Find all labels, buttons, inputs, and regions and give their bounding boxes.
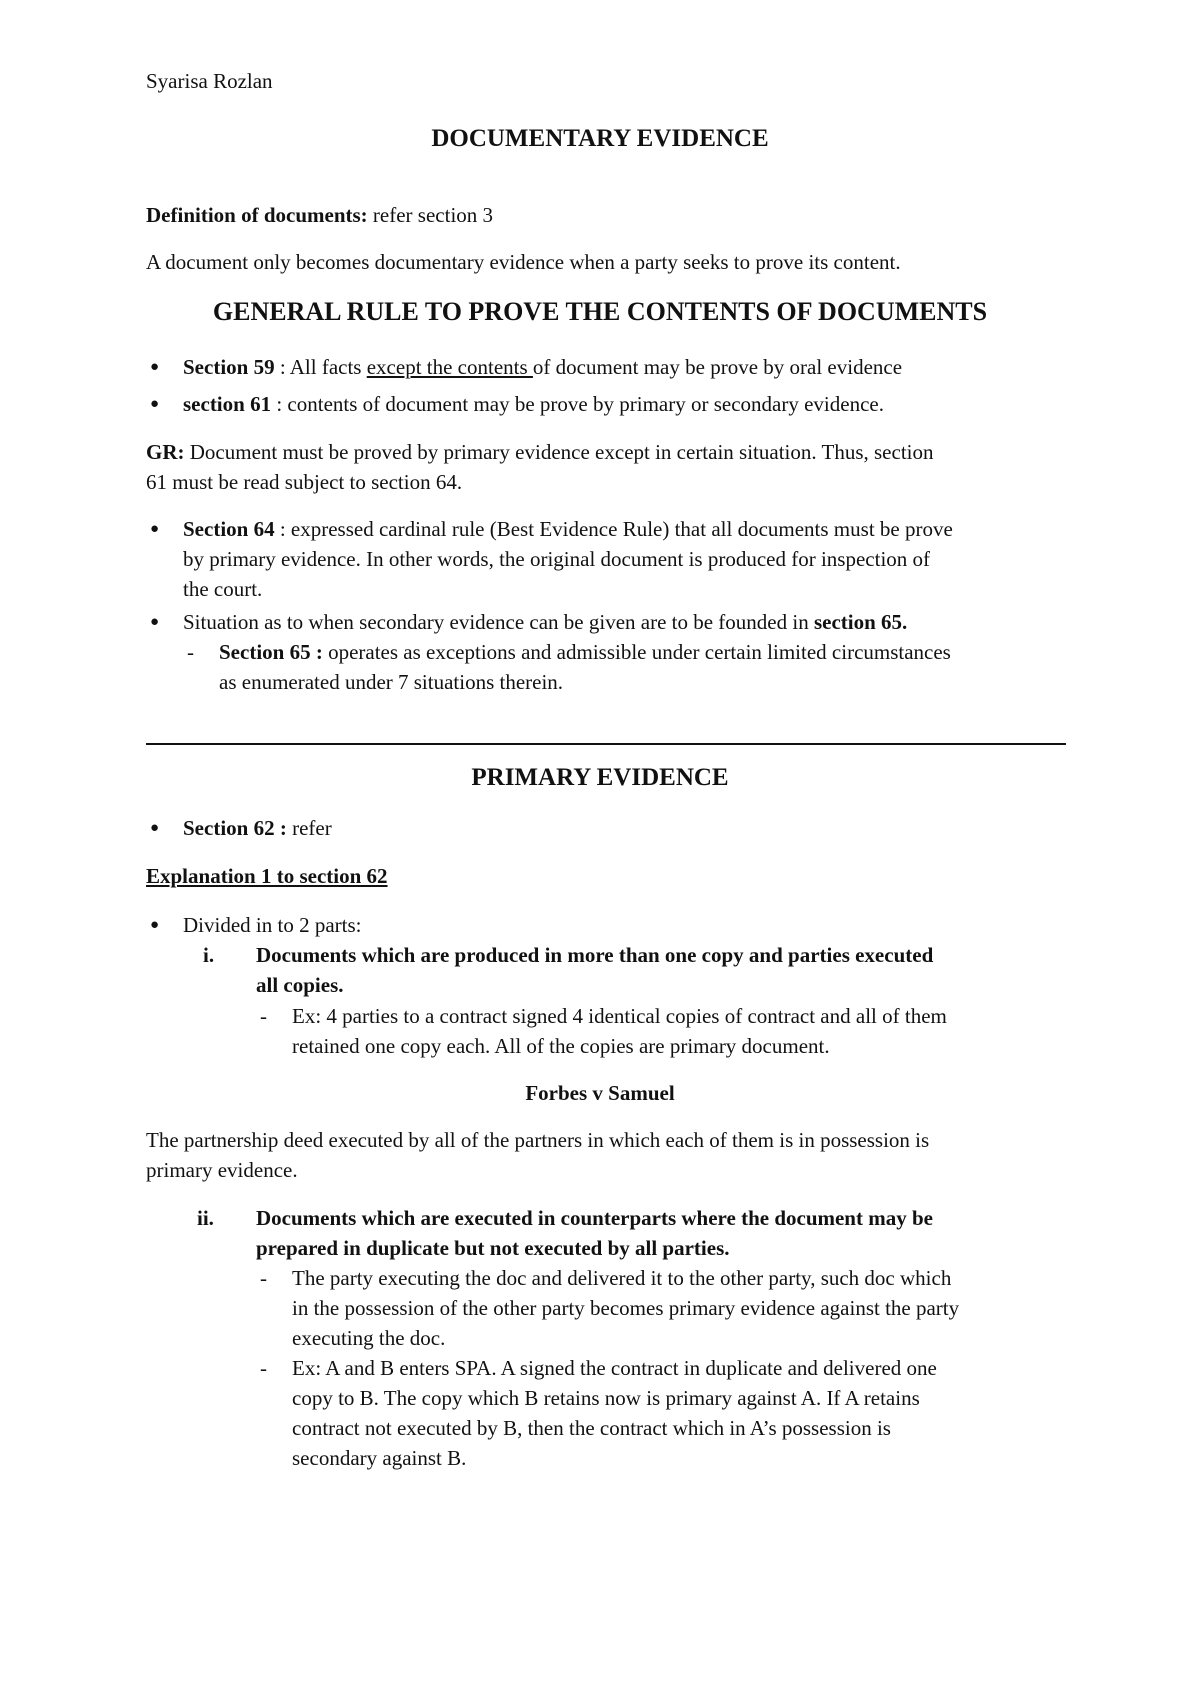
- case-text-line-2: primary evidence.: [146, 1158, 298, 1182]
- section-64-line-2: by primary evidence. In other words, the original document is produced for inspection of: [183, 547, 931, 571]
- roman-numeral-ii: ii.: [197, 1206, 214, 1230]
- section-59-item: [183, 352, 902, 382]
- explanation-heading: Explanation 1 to section 62: [146, 864, 388, 888]
- gr-text-1: Document must be proved by primary evidence except in certain situation. Thus, section: [184, 440, 934, 464]
- part-2-example-line-2: copy to B. The copy which B retains now is primary against A. If A retains: [292, 1386, 920, 1410]
- part-2-example-line-3: contract not executed by B, then the contract which in A’s possession is: [292, 1416, 891, 1440]
- roman-numeral-i: i.: [203, 943, 215, 967]
- situation-item: [183, 607, 907, 637]
- general-rule-line-2: 61 must be read subject to section 64.: [146, 470, 463, 494]
- bullet-icon: ●: [150, 820, 160, 836]
- general-rule-line-1: [146, 437, 934, 467]
- gr-label: GR:: [146, 440, 185, 464]
- section-divider: [146, 743, 1066, 745]
- dash-icon: -: [187, 640, 194, 664]
- bullet-icon: ●: [150, 359, 160, 375]
- part-1-heading-line-1: Documents which are produced in more than one copy and parties executed: [256, 943, 934, 967]
- dash-icon: -: [260, 1356, 267, 1380]
- definition-line: [146, 200, 493, 230]
- section-64-line-1: [183, 514, 953, 544]
- section-65-label: Section 65 :: [219, 640, 323, 664]
- section-59-label: Section 59: [183, 355, 275, 379]
- situation-text: Situation as to when secondary evidence can be given are to be founded in: [183, 610, 814, 634]
- section-65-text-1: operates as exceptions and admissible under certain limited circumstances: [322, 640, 951, 664]
- case-title: Forbes v Samuel: [525, 1081, 675, 1105]
- section-59-underlined: except the contents: [366, 355, 533, 379]
- part-2-point-line-3: executing the doc.: [292, 1326, 446, 1350]
- general-rule-heading: GENERAL RULE TO PROVE THE CONTENTS OF DOCUMENTS: [212, 297, 988, 326]
- divided-item: Divided in to 2 parts:: [183, 913, 362, 937]
- part-2-heading-line-2: prepared in duplicate but not executed by all parties.: [256, 1236, 730, 1260]
- section-59-text-post: of document may be prove by oral evidence: [532, 355, 903, 379]
- section-61-label: section 61: [183, 392, 272, 416]
- part-1-example-line-1: Ex: 4 parties to a contract signed 4 identical copies of contract and all of them: [292, 1004, 947, 1028]
- section-61-item: [183, 389, 884, 419]
- situation-bold: section 65.: [813, 610, 908, 634]
- section-65-line-2: as enumerated under 7 situations therein.: [219, 670, 564, 694]
- section-61-text: : contents of document may be prove by primary or secondary evidence.: [271, 392, 884, 416]
- part-2-example-line-1: Ex: A and B enters SPA. A signed the contract in duplicate and delivered one: [292, 1356, 937, 1380]
- case-text-line-1: The partnership deed executed by all of the partners in which each of them is in possession is: [146, 1128, 930, 1152]
- bullet-icon: ●: [150, 917, 160, 933]
- part-1-heading-line-2: all copies.: [256, 973, 344, 997]
- page-title: DOCUMENTARY EVIDENCE: [431, 125, 769, 152]
- section-62-item: [183, 813, 332, 843]
- section-64-text-1: : expressed cardinal rule (Best Evidence Rule) that all documents must be prove: [274, 517, 953, 541]
- section-65-line-1: [219, 637, 951, 667]
- section-62-label: Section 62 :: [183, 816, 287, 840]
- definition-text: refer section 3: [367, 203, 494, 227]
- dash-icon: -: [260, 1266, 267, 1290]
- section-59-text-pre: : All facts: [274, 355, 367, 379]
- section-62-text: refer: [286, 816, 332, 840]
- part-1-example-line-2: retained one copy each. All of the copies are primary document.: [292, 1034, 830, 1058]
- bullet-icon: ●: [150, 396, 160, 412]
- primary-evidence-heading: PRIMARY EVIDENCE: [471, 764, 729, 791]
- bullet-icon: ●: [150, 521, 160, 537]
- bullet-icon: ●: [150, 614, 160, 630]
- part-2-point-line-1: The party executing the doc and delivered it to the other party, such doc which: [292, 1266, 952, 1290]
- part-2-point-line-2: in the possession of the other party becomes primary evidence against the party: [292, 1296, 960, 1320]
- dash-icon: -: [260, 1004, 267, 1028]
- author-header: Syarisa Rozlan: [146, 69, 273, 93]
- part-2-example-line-4: secondary against B.: [292, 1446, 467, 1470]
- section-64-label: Section 64: [183, 517, 275, 541]
- section-64-line-3: the court.: [183, 577, 263, 601]
- definition-label: Definition of documents:: [146, 203, 368, 227]
- part-2-heading-line-1: Documents which are executed in counterparts where the document may be: [256, 1206, 933, 1230]
- intro-paragraph: A document only becomes documentary evidence when a party seeks to prove its content.: [146, 250, 901, 274]
